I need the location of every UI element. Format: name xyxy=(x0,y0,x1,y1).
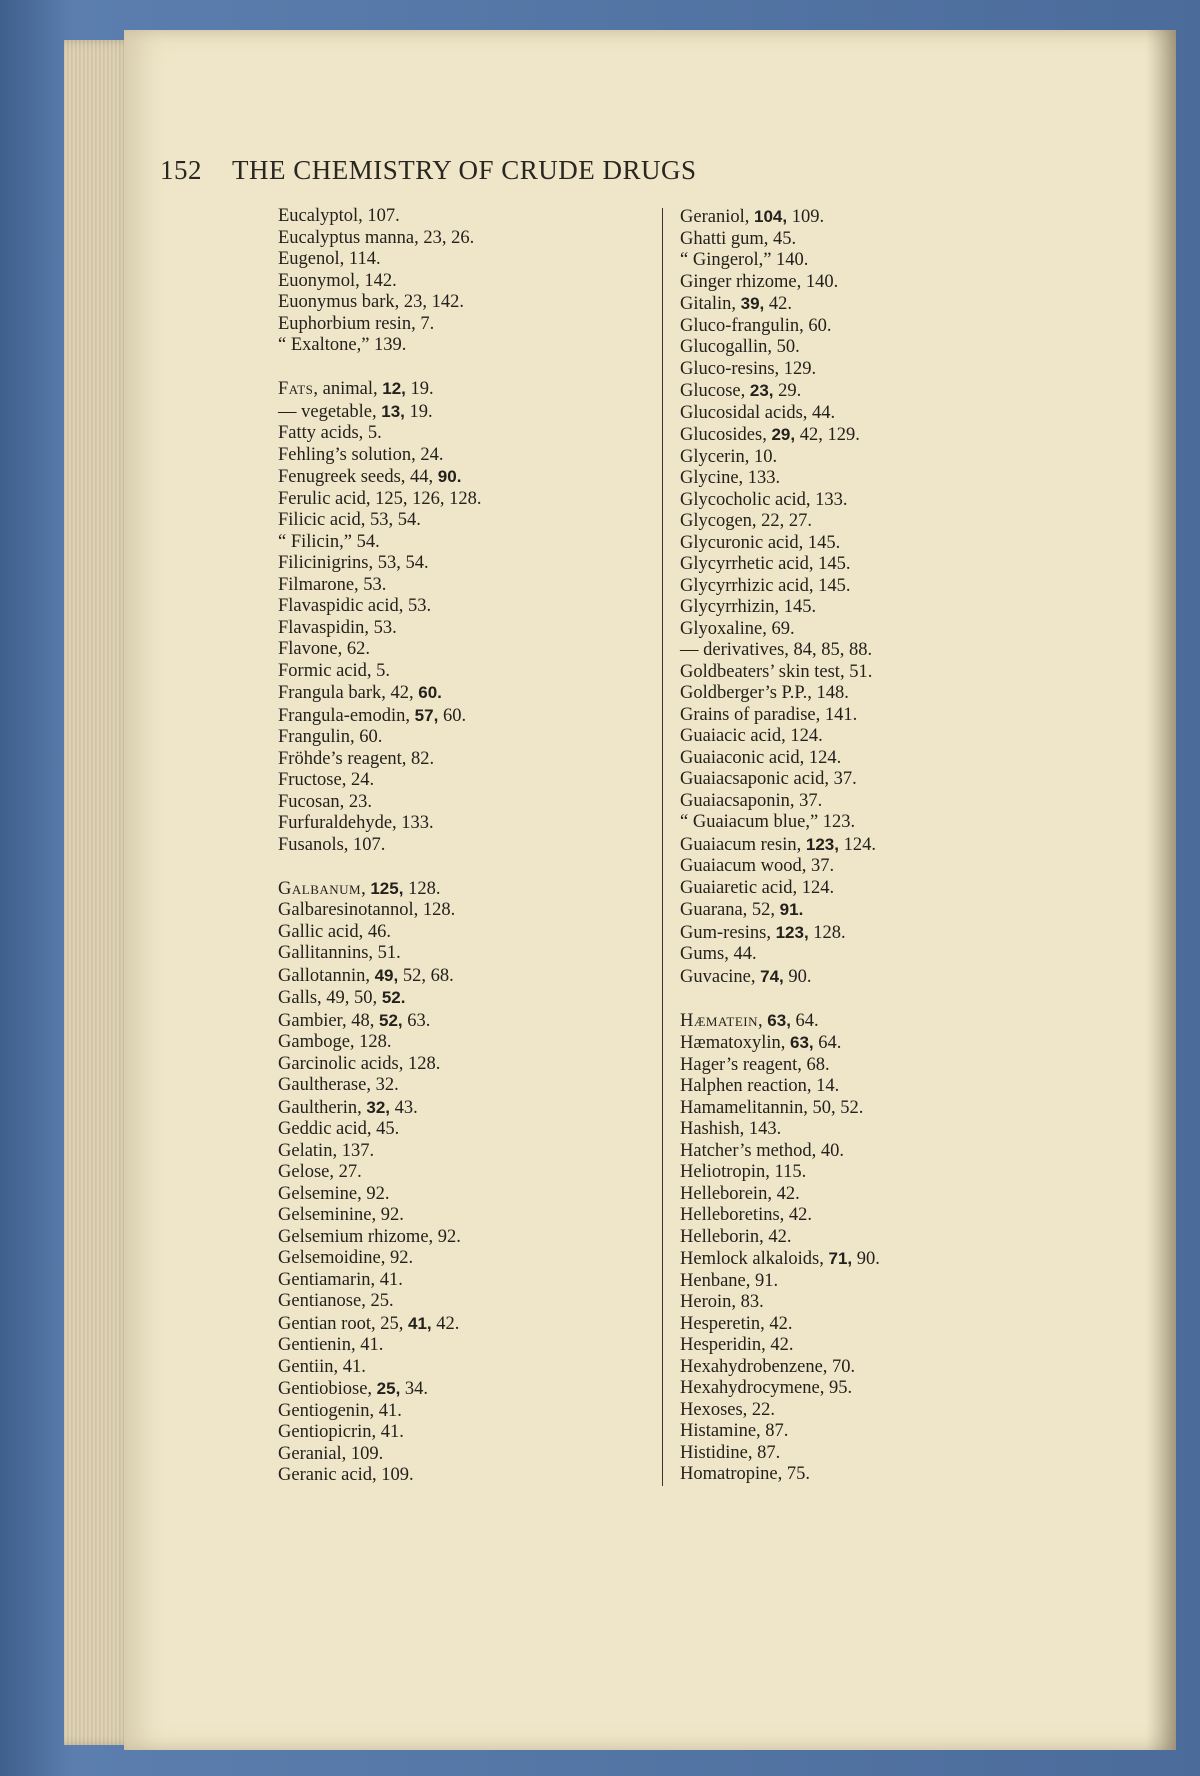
index-entry xyxy=(680,812,980,834)
entry-text: Ferulic acid, 125, 126, 128. xyxy=(278,488,482,509)
index-entry xyxy=(680,380,980,403)
entry-text: Heliotropin, 115. xyxy=(680,1162,807,1182)
index-entry xyxy=(278,378,658,401)
section-gap xyxy=(680,988,980,1010)
entry-pages: 128. xyxy=(403,878,441,899)
entry-text: Euonymus bark, 23, 142. xyxy=(278,292,465,312)
entry-text: Gitalin, xyxy=(680,294,741,314)
entry-text: Fenugreek seeds, 44, xyxy=(278,467,438,487)
entry-pages: 64. xyxy=(790,1010,819,1031)
entry-text: Helleboretins, 42. xyxy=(680,1205,813,1225)
entry-bold-page: 25, xyxy=(376,1379,401,1398)
entry-bold-page: 104, xyxy=(753,207,788,226)
index-entry xyxy=(680,1205,980,1227)
index-entry xyxy=(278,401,658,424)
index-entry xyxy=(680,856,980,878)
index-entry xyxy=(680,966,980,989)
index-entry xyxy=(278,922,658,944)
entry-text: “ Gingerol,” 140. xyxy=(680,250,809,270)
index-entry xyxy=(680,640,980,662)
entry-text: Gelose, 27. xyxy=(278,1162,362,1182)
entry-text: Gentian root, 25, xyxy=(278,1313,408,1334)
entry-text: , xyxy=(758,1010,768,1031)
entry-text: Guaiaretic acid, 124. xyxy=(680,877,835,898)
entry-bold-page: 52, xyxy=(378,1010,403,1030)
entry-text: Gentianose, 25. xyxy=(278,1291,394,1311)
entry-text: Frangula bark, 42, xyxy=(278,683,419,703)
index-entry xyxy=(278,1270,658,1292)
entry-text: Gallic acid, 46. xyxy=(278,921,392,942)
page-number: 152 xyxy=(160,155,202,185)
index-entry xyxy=(278,813,658,835)
entry-text: Gambier, 48, xyxy=(278,1010,379,1031)
entry-text: Gentiin, 41. xyxy=(278,1356,366,1377)
entry-text: Goldberger’s P.P., 148. xyxy=(680,683,849,703)
index-entry xyxy=(680,403,980,425)
entry-text: Gentiogenin, 41. xyxy=(278,1400,402,1421)
entry-bold-page: 49, xyxy=(374,965,399,985)
index-entry xyxy=(278,314,658,336)
entry-text: Hexahydrobenzene, 70. xyxy=(680,1356,856,1377)
page-gutter-shadow xyxy=(1146,30,1176,1750)
index-entry xyxy=(278,682,658,705)
index-entry xyxy=(278,271,658,293)
entry-text: Histidine, 87. xyxy=(680,1442,781,1463)
index-entry xyxy=(278,705,658,728)
entry-text: Gums, 44. xyxy=(680,944,757,964)
entry-text: Hexoses, 22. xyxy=(680,1399,776,1420)
entry-text: Guvacine, xyxy=(680,966,761,987)
index-entry xyxy=(680,726,980,748)
index-entry xyxy=(680,1010,980,1033)
entry-pages: 109. xyxy=(787,207,825,227)
entry-text: Glycyrrhetic acid, 145. xyxy=(680,554,851,574)
index-entry xyxy=(680,1271,980,1293)
index-entry xyxy=(680,1032,980,1055)
index-entry xyxy=(278,1444,658,1466)
index-entry xyxy=(278,835,658,857)
entry-text: Geranial, 109. xyxy=(278,1443,384,1464)
entry-pages: 90. xyxy=(783,966,812,987)
entry-text: Furfuraldehyde, 133. xyxy=(278,813,434,833)
entry-text: Galbaresinotannol, 128. xyxy=(278,900,456,920)
index-entry xyxy=(680,769,980,791)
entry-text: Flavone, 62. xyxy=(278,639,370,659)
entry-text: Fehling’s solution, 24. xyxy=(278,444,444,465)
index-entry xyxy=(680,922,980,945)
index-entry xyxy=(680,1292,980,1314)
index-entry xyxy=(278,510,658,532)
index-entry xyxy=(278,770,658,792)
running-head xyxy=(160,155,960,186)
index-entry xyxy=(278,206,658,228)
entry-text: Guaiacsaponic acid, 37. xyxy=(680,769,857,789)
index-entry xyxy=(278,1141,658,1163)
index-entry xyxy=(680,206,980,229)
entry-text: Geranic acid, 109. xyxy=(278,1465,414,1485)
index-entry xyxy=(680,1421,980,1443)
index-entry xyxy=(680,1098,980,1120)
entry-text: Hager’s reagent, 68. xyxy=(680,1054,830,1075)
index-entry xyxy=(278,1248,658,1270)
index-column-right xyxy=(680,206,980,1486)
index-entry xyxy=(278,749,658,771)
index-entry xyxy=(680,1335,980,1357)
index-entry xyxy=(278,1075,658,1097)
entry-text: “ Guaiacum blue,” 123. xyxy=(680,812,856,832)
entry-small-caps: Fats xyxy=(278,379,314,399)
index-entry xyxy=(278,1335,658,1357)
entry-text: Gelatin, 137. xyxy=(278,1140,375,1161)
entry-text: Fröhde’s reagent, 82. xyxy=(278,748,435,769)
entry-text: Gentiamarin, 41. xyxy=(278,1269,403,1290)
entry-text: Eucalyptol, 107. xyxy=(278,206,400,226)
entry-bold-page: 60. xyxy=(418,683,442,702)
index-entry xyxy=(680,554,980,576)
entry-text: Gaultherin, xyxy=(278,1097,367,1118)
entry-text: Heroin, 83. xyxy=(680,1292,764,1312)
index-entry xyxy=(278,532,658,554)
index-entry xyxy=(680,944,980,966)
entry-pages: 60. xyxy=(438,705,467,726)
entry-text: Eugenol, 114. xyxy=(278,249,381,269)
entry-text: Gentienin, 41. xyxy=(278,1335,384,1355)
index-entry xyxy=(680,337,980,359)
entry-bold-page: 41, xyxy=(408,1313,432,1333)
entry-text: Fusanols, 107. xyxy=(278,834,386,855)
entry-text: Geddic acid, 45. xyxy=(278,1119,400,1139)
entry-text: Glycyrrhizic acid, 145. xyxy=(680,575,851,596)
entry-text: Hesperidin, 42. xyxy=(680,1335,794,1355)
index-entry xyxy=(680,1400,980,1422)
entry-text: Formic acid, 5. xyxy=(278,660,391,681)
entry-text: Gelsemium rhizome, 92. xyxy=(278,1226,461,1247)
index-entry xyxy=(680,511,980,533)
entry-text: Glycerin, 10. xyxy=(680,446,778,467)
entry-text: Fucosan, 23. xyxy=(278,791,373,812)
entry-text: Gelsemoidine, 92. xyxy=(278,1248,414,1268)
index-entry xyxy=(680,250,980,272)
index-entry xyxy=(278,1357,658,1379)
index-entry xyxy=(680,533,980,555)
entry-bold-page: 23, xyxy=(749,381,774,400)
index-entry xyxy=(278,1119,658,1141)
entry-text: , xyxy=(361,878,371,899)
entry-text: Ginger rhizome, 140. xyxy=(680,271,839,292)
entry-text: Gum-resins, xyxy=(680,922,776,943)
index-entry xyxy=(278,445,658,467)
entry-text: Glycocholic acid, 133. xyxy=(680,489,848,510)
entry-text: Guaiacic acid, 124. xyxy=(680,726,823,746)
index-entry xyxy=(680,1443,980,1465)
index-entry xyxy=(278,489,658,511)
index-entry xyxy=(680,748,980,770)
index-entry xyxy=(680,619,980,641)
entry-text: Glyoxaline, 69. xyxy=(680,618,795,639)
entry-bold-page: 91. xyxy=(779,900,804,919)
index-entry xyxy=(680,468,980,490)
index-entry xyxy=(278,639,658,661)
entry-bold-page: 90. xyxy=(437,467,462,486)
index-entry xyxy=(278,466,658,489)
entry-text: , animal, xyxy=(313,379,383,399)
index-entry xyxy=(278,1010,658,1033)
entry-text: Geraniol, xyxy=(680,207,754,227)
index-entry xyxy=(680,490,980,512)
entry-text: Gallitannins, 51. xyxy=(278,943,401,963)
entry-bold-page: 63, xyxy=(767,1010,791,1030)
entry-text: Glucosides, xyxy=(680,425,772,445)
index-entry xyxy=(278,1032,658,1054)
index-entry xyxy=(680,1119,980,1141)
index-entry xyxy=(278,575,658,597)
index-entry xyxy=(680,705,980,727)
index-entry xyxy=(278,900,658,922)
index-entry xyxy=(278,1422,658,1444)
entry-bold-page: 63, xyxy=(789,1033,814,1052)
index-entry xyxy=(278,1378,658,1401)
index-entry xyxy=(680,229,980,251)
entry-text: Hæmatoxylin, xyxy=(680,1033,790,1053)
index-entry xyxy=(680,576,980,598)
entry-text: Gaultherase, 32. xyxy=(278,1075,399,1095)
section-gap xyxy=(278,357,658,379)
entry-pages: 90. xyxy=(852,1249,880,1269)
entry-bold-page: 74, xyxy=(760,966,784,986)
entry-text: Euphorbium resin, 7. xyxy=(278,313,435,334)
entry-text: Hatcher’s method, 40. xyxy=(680,1140,845,1161)
index-column-left xyxy=(278,206,658,1487)
index-entry xyxy=(278,943,658,965)
entry-text: Homatropine, 75. xyxy=(680,1464,810,1484)
entry-text: Guaiacsaponin, 37. xyxy=(680,790,823,811)
entry-text: Gluco-resins, 129. xyxy=(680,358,817,379)
entry-text: Fatty acids, 5. xyxy=(278,423,382,443)
running-title: THE CHEMISTRY OF CRUDE DRUGS xyxy=(232,155,697,185)
index-entry xyxy=(680,1162,980,1184)
entry-bold-page: 71, xyxy=(828,1249,853,1268)
entry-text: Gelsemine, 92. xyxy=(278,1183,390,1204)
index-entry xyxy=(680,1357,980,1379)
entry-pages: 19. xyxy=(404,401,433,422)
entry-text: Helleborin, 42. xyxy=(680,1226,792,1247)
entry-text: Glycuronic acid, 145. xyxy=(680,532,841,553)
index-entry xyxy=(278,1054,658,1076)
entry-bold-page: 123, xyxy=(805,834,839,854)
index-entry xyxy=(680,1378,980,1400)
entry-text: Goldbeaters’ skin test, 51. xyxy=(680,661,873,682)
entry-text: Guaiacum wood, 37. xyxy=(680,856,835,876)
entry-text: Gelseminine, 92. xyxy=(278,1205,404,1225)
entry-text: Henbane, 91. xyxy=(680,1270,779,1291)
entry-text: Gentiobiose, xyxy=(278,1379,377,1399)
entry-text: Frangula-emodin, xyxy=(278,705,415,726)
entry-bold-page: 39, xyxy=(740,294,765,313)
entry-text: Glycogen, 22, 27. xyxy=(680,511,813,531)
entry-bold-page: 57, xyxy=(414,705,439,725)
entry-text: — derivatives, 84, 85, 88. xyxy=(680,640,873,660)
entry-pages: 29. xyxy=(773,381,802,401)
entry-text: Gallotannin, xyxy=(278,965,375,986)
index-entry xyxy=(278,1313,658,1336)
index-entry xyxy=(278,965,658,988)
entry-pages: 124. xyxy=(838,834,876,855)
index-entry xyxy=(278,1465,658,1487)
index-entry xyxy=(680,1076,980,1098)
entry-text: Glucogallin, 50. xyxy=(680,337,800,357)
entry-pages: 34. xyxy=(400,1379,429,1399)
index-entry xyxy=(278,1184,658,1206)
index-entry xyxy=(278,878,658,901)
index-entry xyxy=(278,661,658,683)
index-entry xyxy=(278,596,658,618)
index-entry xyxy=(278,727,658,749)
entry-text: Filicic acid, 53, 54. xyxy=(278,510,421,530)
entry-bold-page: 32, xyxy=(366,1097,391,1117)
entry-text: Flavaspidin, 53. xyxy=(278,617,397,638)
index-entry xyxy=(278,1227,658,1249)
entry-pages: 64. xyxy=(813,1033,842,1053)
entry-text: Eucalyptus manna, 23, 26. xyxy=(278,227,475,248)
index-entry xyxy=(680,1464,980,1486)
entry-text: Fructose, 24. xyxy=(278,770,375,790)
index-entry xyxy=(680,597,980,619)
entry-text: Gentiopicrin, 41. xyxy=(278,1422,404,1442)
index-entry xyxy=(278,1401,658,1423)
index-entry xyxy=(680,1314,980,1336)
index-entry xyxy=(680,272,980,294)
entry-text: Gluco-frangulin, 60. xyxy=(680,315,832,336)
entry-small-caps: Galbanum xyxy=(278,878,362,899)
entry-text: Glycyrrhizin, 145. xyxy=(680,597,817,617)
index-entry xyxy=(278,1097,658,1120)
entry-text: Hemlock alkaloids, xyxy=(680,1249,829,1269)
entry-text: Glucose, xyxy=(680,381,750,401)
index-entry xyxy=(680,899,980,922)
entry-text: Ghatti gum, 45. xyxy=(680,228,797,249)
entry-text: Glycine, 133. xyxy=(680,468,781,488)
index-entry xyxy=(278,1205,658,1227)
index-entry xyxy=(278,1162,658,1184)
index-entry xyxy=(278,249,658,271)
entry-text: Hexahydrocymene, 95. xyxy=(680,1378,853,1398)
entry-text: Frangulin, 60. xyxy=(278,727,383,747)
column-divider xyxy=(662,208,663,1486)
entry-bold-page: 52. xyxy=(381,988,406,1007)
entry-text: Hesperetin, 42. xyxy=(680,1313,793,1334)
entry-text: Guaiacum resin, xyxy=(680,834,806,855)
entry-text: Hashish, 143. xyxy=(680,1119,782,1139)
entry-pages: 42. xyxy=(764,294,793,314)
entry-text: Halphen reaction, 14. xyxy=(680,1076,840,1096)
entry-pages: 128. xyxy=(808,922,846,943)
entry-pages: 42, 129. xyxy=(795,425,860,445)
entry-text: Garcinolic acids, 128. xyxy=(278,1053,441,1074)
entry-text: — vegetable, xyxy=(278,401,382,422)
entry-text: Hamamelitannin, 50, 52. xyxy=(680,1097,864,1118)
entry-pages: 63. xyxy=(402,1010,431,1031)
index-entry xyxy=(680,359,980,381)
entry-text: Flavaspidic acid, 53. xyxy=(278,596,432,616)
entry-text: Filicinigrins, 53, 54. xyxy=(278,553,429,573)
entry-text: Glucosidal acids, 44. xyxy=(680,402,836,423)
entry-small-caps: Hæmatein xyxy=(680,1010,759,1031)
entry-bold-page: 12, xyxy=(382,379,406,398)
index-entry xyxy=(680,1055,980,1077)
entry-text: Filmarone, 53. xyxy=(278,574,387,595)
index-entry xyxy=(680,1184,980,1206)
entry-pages: 43. xyxy=(390,1097,418,1118)
index-entry xyxy=(680,316,980,338)
index-entry xyxy=(680,662,980,684)
index-entry xyxy=(278,792,658,814)
index-entry xyxy=(278,987,658,1010)
index-entry xyxy=(680,424,980,447)
index-entry xyxy=(278,553,658,575)
index-entry xyxy=(278,292,658,314)
index-entry xyxy=(278,1291,658,1313)
entry-pages: 52, 68. xyxy=(398,965,454,986)
entry-bold-page: 123, xyxy=(775,922,809,942)
index-entry xyxy=(680,1141,980,1163)
index-entry xyxy=(680,447,980,469)
entry-text: Gamboge, 128. xyxy=(278,1032,392,1052)
entry-text: Grains of paradise, 141. xyxy=(680,704,858,725)
index-entry xyxy=(680,1248,980,1271)
entry-text: Histamine, 87. xyxy=(680,1421,789,1441)
index-entry xyxy=(680,791,980,813)
index-entry xyxy=(278,618,658,640)
entry-pages: 19. xyxy=(405,379,434,399)
index-entry xyxy=(680,878,980,900)
index-entry xyxy=(680,293,980,316)
entry-text: “ Exaltone,” 139. xyxy=(278,335,407,355)
index-entry xyxy=(680,683,980,705)
entry-bold-page: 13, xyxy=(381,401,405,421)
entry-text: Euonymol, 142. xyxy=(278,270,397,291)
entry-bold-page: 29, xyxy=(771,425,796,444)
entry-bold-page: 125, xyxy=(370,878,404,898)
entry-pages: 42. xyxy=(431,1313,460,1334)
section-gap xyxy=(278,856,658,878)
entry-text: Guaiaconic acid, 124. xyxy=(680,747,842,768)
index-entry xyxy=(278,335,658,357)
index-entry xyxy=(278,423,658,445)
entry-text: Guarana, 52, xyxy=(680,900,780,920)
index-entry xyxy=(680,1227,980,1249)
entry-text: Galls, 49, 50, xyxy=(278,988,382,1008)
entry-text: Helleborein, 42. xyxy=(680,1183,800,1204)
index-entry xyxy=(278,228,658,250)
entry-text: “ Filicin,” 54. xyxy=(278,531,380,552)
index-entry xyxy=(680,834,980,857)
